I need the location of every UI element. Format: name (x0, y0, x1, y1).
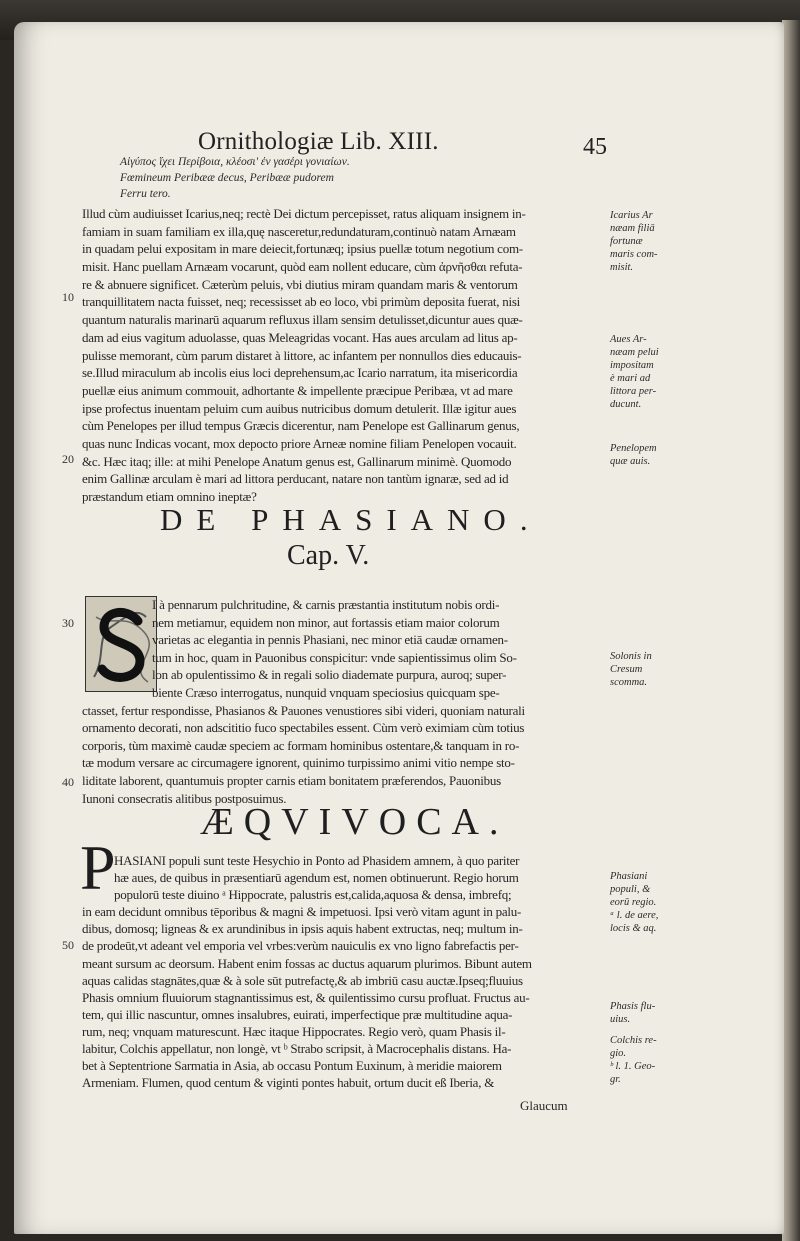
paragraph-aequivoca (82, 852, 606, 1091)
text-line: aquas calidas stagnātes,quæ & à sole sūt putrefactę,& ab imbriū casu auctæ.Ipseq;fluuius (82, 972, 523, 988)
paragraph-icarius (82, 205, 606, 506)
text-line: I à pennarum pulchritudine, & carnis præstantia institutum nobis ordi- (152, 597, 500, 612)
text-line: meant sursum ac deorsum. Habent enim fossas ac ductus aquarum plurimos. Bibunt autem (82, 955, 532, 971)
text-line: nem metiamur, equidem non minor, aut fortassis etiam maior colorum (152, 614, 500, 630)
margin-note-line: næam filiā (610, 223, 655, 234)
text-line: bet à Septentrione Sarmatia in Asia, ab occasu Pontum Euxinum, à meridie maiorem (82, 1058, 502, 1074)
catchword: Glaucum (520, 1098, 568, 1113)
margin-note-line: ducunt. (610, 399, 642, 410)
text-line: &c. Hæc itaq; ille: at mihi Penelope Anatum genus est, Gallinarum minimè. Quomodo (82, 453, 512, 469)
text-line: rum, neq; vnquam maturescunt. Hæc itaque Hippocrates. Regio verò, quam Phasis il- (82, 1023, 506, 1039)
margin-note-line: eorū regio. (610, 897, 657, 908)
margin-note-line: gio. (610, 1048, 627, 1059)
text-line: se.Illud miraculum ab incolis eius loci deprehensum,ac Icario narratum, ita misericordia (82, 365, 518, 381)
text-line: HASIANI populi sunt teste Hesychio in Ponto ad Phasidem amnem, à quo pariter (114, 853, 520, 868)
margin-note-line: Icarius Ar (610, 210, 653, 221)
text-line: ipse profectus inuentam peluim cum auibus nutricibus domum detulerit. Illæ igitur aues (82, 400, 517, 416)
text-line: de prodeūt,vt adeant vel emporia vel vrbes:verùm nauiculis ex vno ligno fabrefactis per- (82, 938, 519, 954)
line-number: 10 (62, 290, 74, 304)
margin-note-line: ᵇ l. 1. Geo- (610, 1061, 656, 1072)
subheading-aequivoca: ÆQVIVOCA. (200, 801, 509, 843)
text-line: ornamento decorati, non adscititio fuco spectabiles essent. Cùm verò eximiam cùm totius (82, 720, 525, 736)
line-number: 20 (62, 452, 74, 466)
margin-note-line: quæ auis. (610, 456, 651, 467)
text-line: liditate laborent, quantumuis propter carnis etiam bonitatem præferendos, Pauonibus (82, 772, 501, 788)
page-number: 45 (583, 134, 607, 160)
running-head: Ornithologiæ Lib. XIII. (198, 128, 439, 155)
text-line: ctasset, fertur respondisse, Phasianos & Pauones venustiores sibi videri, quoniam naturali (82, 702, 525, 718)
text-line: in quadam pelui expositam in mare deiecit,fortunæq; ipsius puellæ totum negotium com- (82, 241, 523, 257)
text-line: enim Gallinæ arculam è mari ad littora perducant, natare non tantùm ignaræ, sed ad id (82, 471, 509, 487)
margin-note-line: impositam (610, 360, 654, 371)
initial-p: P (80, 832, 116, 903)
margin-note-line: uius. (610, 1014, 631, 1025)
margin-note-solon (610, 650, 698, 689)
margin-note-penelope (610, 442, 698, 468)
text-line: puellæ eius animum commouit, adhortante & impellente præcipue Peribæa, vt ad mare (82, 382, 513, 398)
line-number: 50 (62, 938, 74, 952)
text-line: pulisse memorant, cùm parum distaret à littore, ac infantem per nonnullos dies educauis- (82, 347, 522, 363)
line-number: 30 (62, 616, 74, 630)
chapter-heading: Cap. V. (287, 540, 370, 571)
text-line: cùm Penelopes per illud tempus Græcis dicerentur, nam Penelope est Gallinarum genus, (82, 418, 520, 434)
margin-note-line: Penelopem (610, 443, 657, 454)
margin-note-line: Phasis flu- (610, 1001, 656, 1012)
verse-line: Αἰγύπος ἴχει Περίβοια, κλέοσι' ἐν γασέρι γονιαίων. (120, 156, 350, 168)
margin-note-line: è mari ad (610, 373, 651, 384)
text-line: Iunoni consecratis alitibus postposuimus. (82, 790, 287, 806)
text-line: varietas ac elegantia in pennis Phasiani, nec minor etiā caudæ ornamen- (152, 632, 508, 648)
verse-line: Fœmineum Peribææ decus, Peribææ pudorem (120, 172, 334, 184)
text-line: labitur, Colchis appellatur, non longè, vt ᵇ Strabo scripsit, à Macrocephalis distans. Ha- (82, 1041, 512, 1057)
text-line: tem, qui illic nascuntur, omnes insalubres, euirati, imperfectique præ multitudine aqua- (82, 1006, 513, 1022)
text-line: hæ aues, de quibus in præsentiarū agendum est, nomen obtinuerunt. Regio horum (114, 870, 519, 886)
text-line: dam ad eius vagitum aduolasse, quas Meleagridas vocant. Has aues arculam ad litus ap- (82, 329, 518, 345)
margin-note-line: scomma. (610, 677, 648, 688)
text-line: populorū teste diuino ᵃ Hippocrate, palustris est,calida,aquosa & densa, imbrefq; (114, 887, 512, 903)
text-line: Illud cùm audiuisset Icarius,neq; rectè Dei dictum percepisset, ratus aliquam insignem in- (82, 206, 526, 221)
margin-note-line: misit. (610, 262, 634, 273)
text-line: tranquillitatem nacta fuisset, neq; recessisset ab eo loco, vbi primùm deposita fuerat, nisi (82, 294, 521, 310)
margin-note-line: Solonis in (610, 651, 652, 662)
text-line: re & abnuere significet. Cæterùm peluis, vbi diutius miram quandam maris & ventorum (82, 276, 518, 292)
page-edge (782, 20, 800, 1241)
margin-note-aues (610, 333, 698, 411)
margin-note-line: littora per- (610, 386, 657, 397)
margin-note-line: Phasiani (610, 871, 648, 882)
margin-note-line: gr. (610, 1074, 621, 1085)
text-line: misit. Hanc puellam Arnæam vocarunt, quòd eam nollent educare, cùm ἀρνῆσθαι refuta- (82, 259, 523, 275)
text-line: corporis, tùm maximè caudæ speciem ac formam hominibus ostentare,& tanquam in ro- (82, 737, 520, 753)
text-line: lon ab opulentissimo & in regali solio diademate purpura, auroq; super- (152, 667, 507, 683)
section-title: DE PHASIANO. (160, 502, 542, 537)
text-line: dibus, domosq; ligneas & ex arundinibus in ipsis aquis habent extructas, neq; multum in- (82, 921, 523, 937)
text-line: in eam decidunt omnibus tēporibus & magni & impetuosi. Ipsi verò vitam agunt in palu- (82, 904, 522, 920)
margin-note-line: maris com- (610, 249, 658, 260)
text-line: famiam in suam familiam ex illa,quę nasceretur,redundaturam,continuò natam Arnæam (82, 223, 516, 239)
text-line: Phasis omnium fluuiorum stagnantissimus est, & quilentissimo cursu profluat. Fructus au- (82, 989, 530, 1005)
text-line: biente Cræso interrogatus, nunquid vnquam speciosius quicquam spe- (152, 684, 500, 700)
margin-note-phasis (610, 1000, 698, 1026)
margin-note-line: Colchis re- (610, 1035, 657, 1046)
margin-note-line: ᵃ l. de aere, (610, 910, 659, 921)
text-line: Armeniam. Flumen, quod centum & viginti pontes habuit, ortum ducit eß Iberia, & (82, 1075, 495, 1091)
text-line: tæ modum versare ac circumagere ignorent, quinimo turpissimo animi vitio nempe sto- (82, 755, 515, 771)
margin-note-line: fortunæ (610, 236, 643, 247)
paragraph-phasiano (82, 596, 606, 807)
margin-note-line: Aues Ar- (610, 334, 647, 345)
text-line: præstandum etiam omnino ineptæ? (82, 489, 257, 504)
margin-note-line: populi, & (610, 884, 651, 895)
line-number: 40 (62, 775, 74, 789)
margin-note-phasiani (610, 870, 698, 935)
margin-note-icarius (610, 209, 698, 274)
text-line: quas nunc Indicas vocant, mox depocto priore Arneæ nomine filiam Penelopen vocauit. (82, 435, 517, 451)
verse-line: Ferru tero. (120, 188, 171, 200)
margin-note-line: Cresum (610, 664, 643, 675)
text-line: quantum naturalis marinarū aquarum refluxus illam sensim detulisset,dicuntur aues quæ- (82, 312, 523, 328)
text-line: tum in hoc, quam in Pauonibus conspicitur: vnde sapientissimus olim So- (152, 649, 517, 665)
margin-note-line: locis & aq. (610, 923, 657, 934)
margin-note-colchis (610, 1034, 698, 1086)
margin-note-line: næam pelui (610, 347, 659, 358)
